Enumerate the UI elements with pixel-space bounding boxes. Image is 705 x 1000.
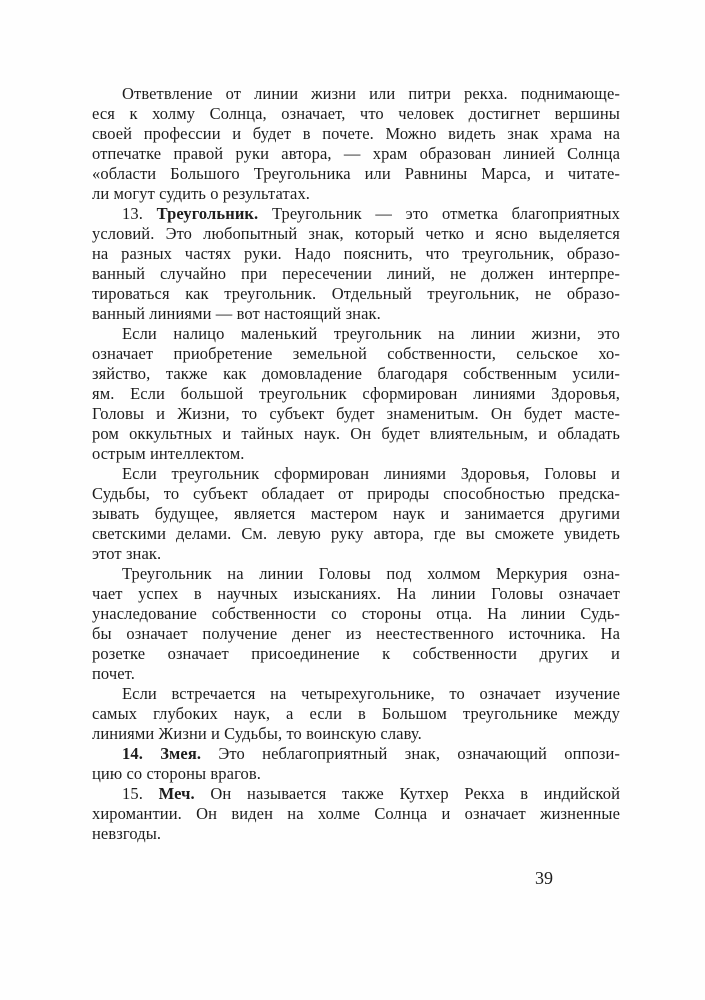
text-line: своей профессии и будет в почете. Можно видеть знак храма на bbox=[92, 124, 620, 143]
text-line: означает приобретение земельной собственности, сельское хо- bbox=[92, 344, 620, 363]
text-line: унаследование собственности со стороны отца. На линии Судь- bbox=[92, 604, 620, 623]
paragraph bbox=[92, 564, 620, 684]
text-line: Ответвление от линии жизни или питри рекха. поднимающе- bbox=[122, 84, 620, 103]
text-line: тироваться как треугольник. Отдельный треугольник, не образо- bbox=[92, 284, 620, 303]
text-line: ром оккультных и тайных наук. Он будет влиятельным, и обладать bbox=[92, 424, 620, 443]
text-line: линиями Жизни и Судьбы, то воинскую славу. bbox=[92, 724, 422, 743]
text-line: бы означает получение денег из неестественного источника. На bbox=[92, 624, 620, 643]
text-line: 13. Треугольник. Треугольник — это отметка благоприятных bbox=[122, 204, 620, 223]
text-line: светскими делами. См. левую руку автора, где вы сможете увидеть bbox=[92, 524, 620, 543]
text-line: отпечатке правой руки автора, — храм образован линией Солнца bbox=[92, 144, 620, 163]
text-line: еся к холму Солнца, означает, что человек достигнет вершины bbox=[92, 104, 620, 123]
text-block bbox=[92, 84, 620, 844]
paragraph bbox=[92, 464, 620, 564]
text-line: цию со стороны врагов. bbox=[92, 764, 262, 783]
text-line: 14. Змея. Это неблагоприятный знак, означающий оппози- bbox=[122, 744, 620, 763]
text-line: Треугольник на линии Головы под холмом Меркурия озна- bbox=[122, 564, 620, 583]
paragraph bbox=[92, 784, 620, 844]
paragraph bbox=[92, 684, 620, 744]
text-line: условий. Это любопытный знак, который четко и ясно выделяется bbox=[92, 224, 620, 243]
text-line: Если налицо маленький треугольник на линии жизни, это bbox=[122, 324, 620, 343]
text-line: ванный линиями — вот настоящий знак. bbox=[92, 304, 381, 323]
text-line: ли могут судить о результатах. bbox=[92, 184, 311, 203]
text-line: Головы и Жизни, то субъект будет знаменитым. Он будет масте- bbox=[92, 404, 620, 423]
text-line: хиромантии. Он виден на холме Солнца и означает жизненные bbox=[92, 804, 620, 823]
page-number: 39 bbox=[535, 868, 553, 888]
term-bold: 14. Змея. bbox=[122, 744, 202, 763]
text-line: «области Большого Треугольника или Равнины Марса, и читате- bbox=[92, 164, 620, 183]
text-line: Если встречается на четырехугольнике, то означает изучение bbox=[122, 684, 620, 703]
text-line: ванный случайно при пересечении линий, не должен интерпре- bbox=[92, 264, 620, 283]
text-line: почет. bbox=[92, 664, 135, 683]
text-line: Если треугольник сформирован линиями Здоровья, Головы и bbox=[122, 464, 620, 483]
paragraph bbox=[92, 324, 620, 464]
paragraph bbox=[92, 204, 620, 324]
text-line: чает успех в научных изысканиях. На линии Головы означает bbox=[92, 584, 620, 603]
text-line: этот знак. bbox=[92, 544, 162, 563]
paragraph bbox=[92, 84, 620, 204]
text-line: невзгоды. bbox=[92, 824, 162, 843]
text-line: самых глубоких наук, а если в Большом треугольнике между bbox=[92, 704, 620, 723]
text-line: на разных частях руки. Надо пояснить, что треугольник, образо- bbox=[92, 244, 620, 263]
text-line: 15. Меч. Он называется также Кутхер Рекха в индийской bbox=[122, 784, 620, 803]
text-line: зяйство, также как домовладение благодаря собственным усили- bbox=[92, 364, 620, 383]
text-line: зывать будущее, является мастером наук и занимается другими bbox=[92, 504, 620, 523]
text-line: ям. Если большой треугольник сформирован линиями Здоровья, bbox=[92, 384, 620, 403]
text-line: Судьбы, то субъект обладает от природы способностью предска- bbox=[92, 484, 620, 503]
term-bold: Треугольник. bbox=[156, 204, 259, 223]
text-line: розетке означает присоединение к собственности других и bbox=[92, 644, 620, 663]
paragraph bbox=[92, 744, 620, 784]
term-bold: Меч. bbox=[158, 784, 195, 803]
text-line: острым интеллектом. bbox=[92, 444, 245, 463]
